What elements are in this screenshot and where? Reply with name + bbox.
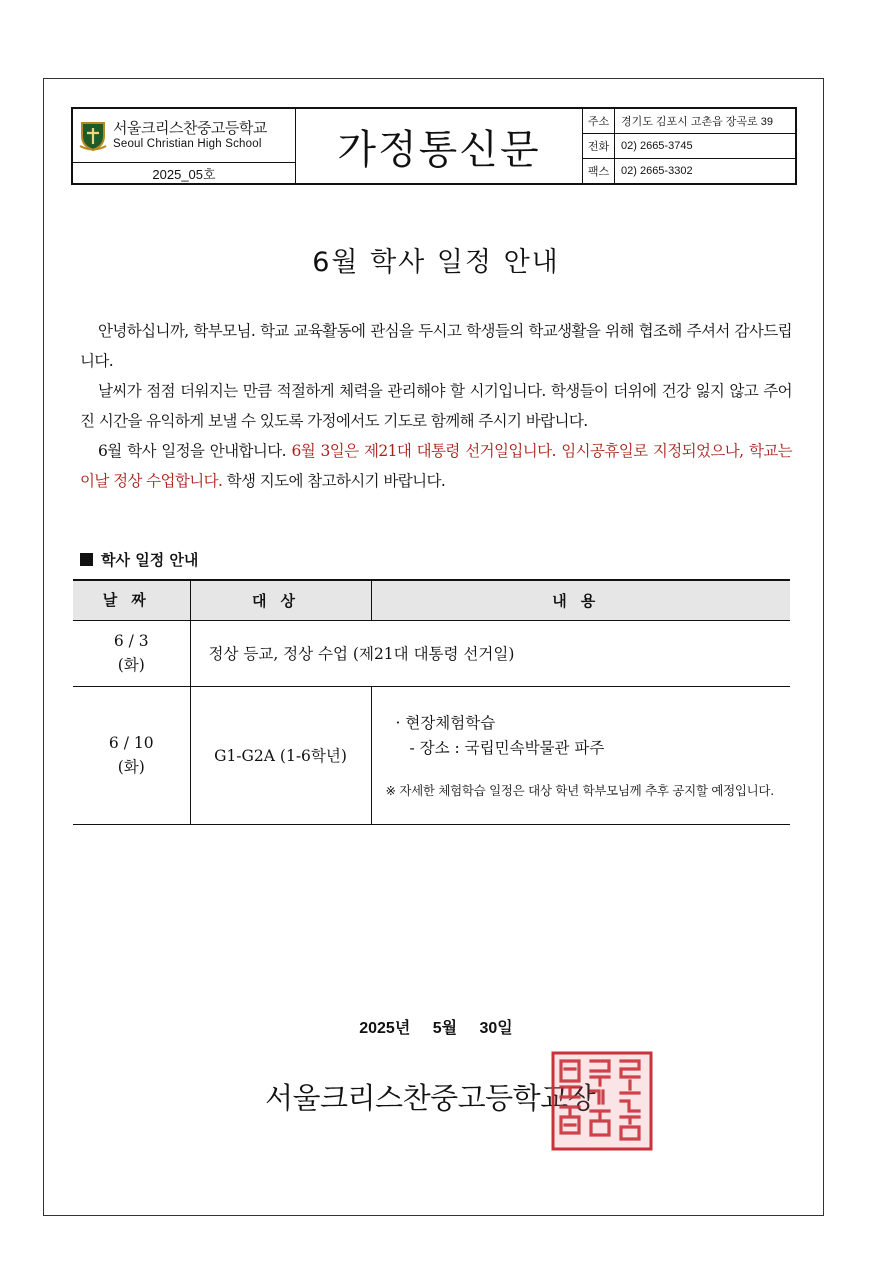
election-notice-highlight: 6월 3일은 제21대 대통령 선거일입니다. 임시공휴일로 지정되었으나, 학교는 이날 정상 수업합니다. — [80, 442, 792, 490]
letter-body — [80, 316, 792, 496]
contact-value: 02) 2665-3302 — [621, 165, 693, 177]
contact-label: 전화 — [583, 134, 615, 158]
table-header-row — [73, 580, 790, 620]
issue-number: 2025_05호 — [152, 166, 216, 182]
school-logo-row — [73, 109, 295, 163]
date-cell — [73, 620, 190, 686]
header-target: 대상 — [190, 580, 371, 620]
date-value: 6 / 10 — [108, 734, 154, 752]
date-value: 6 / 3 — [113, 632, 149, 650]
paragraph-schedule-outro: 학생 지도에 참고하시기 바랍니다. — [222, 472, 446, 490]
contact-row-fax — [583, 159, 795, 183]
contact-value: 경기도 김포시 고촌읍 장곡로 39 — [621, 116, 773, 128]
contact-info — [583, 109, 795, 183]
contact-label: 주소 — [583, 109, 615, 133]
newsletter-title: 가정통신문 — [296, 109, 583, 183]
paragraph-greeting: 안녕하십니까, 학부모님. 학교 교육활동에 관심을 두시고 학생들의 학교생활을 위해 협조해 주셔서 감사드립니다. — [80, 322, 792, 370]
document-title: 6월 학사 일정 안내 — [312, 247, 560, 278]
school-name-ko: 서울크리스찬중고등학교 — [113, 119, 267, 138]
field-trip-note: ※ 자세한 체험학습 일정은 대상 학년 학부모님께 추후 공지할 예정입니다. — [385, 782, 774, 798]
issue-date: 2025년 5월 30일 — [359, 1020, 513, 1037]
date-cell — [73, 686, 190, 824]
content-cell: 정상 등교, 정상 수업 (제21대 대통령 선거일) — [190, 620, 790, 686]
principal-signature: 서울크리스찬중고등학교장 — [265, 1081, 596, 1115]
day-value: (화) — [117, 758, 145, 776]
newsletter-header — [71, 107, 797, 185]
header-content: 내용 — [371, 580, 790, 620]
section-heading-label: 학사 일정 안내 — [101, 551, 199, 569]
table-row — [73, 620, 790, 686]
day-value: (화) — [117, 656, 145, 674]
school-name-en: Seoul Christian High School — [113, 137, 262, 150]
official-seal-icon — [551, 1051, 653, 1151]
paragraph-weather: 날씨가 점점 더워지는 만큼 적절하게 체력을 관리해야 할 시기입니다. 학생들이 더위에 건강 잃지 않고 주어진 시간을 유익하게 보낼 수 있도록 가정에서도 기도로 함께해 주시기 바랍니다. — [80, 382, 792, 430]
header-date: 날짜 — [73, 580, 190, 620]
schedule-table — [73, 579, 790, 825]
section-heading — [80, 549, 198, 570]
school-emblem-icon — [79, 120, 107, 152]
square-bullet-icon — [80, 553, 93, 566]
target-cell: G1-G2A (1-6학년) — [190, 686, 371, 824]
school-block — [73, 109, 296, 183]
content-cell — [371, 686, 790, 824]
contact-row-address — [583, 109, 795, 134]
table-row — [73, 686, 790, 824]
contact-label: 팩스 — [583, 159, 615, 183]
contact-row-phone — [583, 134, 795, 159]
contact-value: 02) 2665-3745 — [621, 140, 693, 152]
field-trip-item: · 현장체험학습 — [395, 713, 496, 732]
field-trip-location: - 장소 : 국립민속박물관 파주 — [409, 738, 605, 757]
paragraph-schedule-intro: 6월 학사 일정을 안내합니다. — [98, 442, 292, 460]
paragraph-schedule — [80, 436, 792, 496]
